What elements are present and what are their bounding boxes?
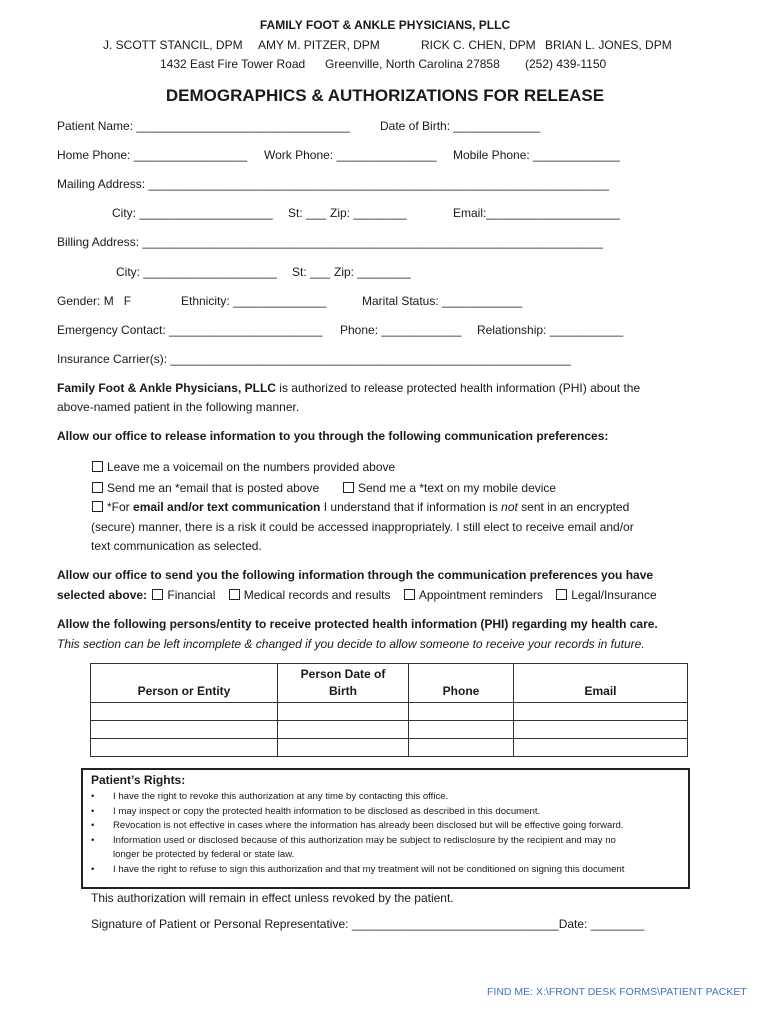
home-phone-field[interactable]: Home Phone: _________________: [57, 148, 248, 162]
voicemail-label: Leave me a voicemail on the numbers provided above: [107, 460, 396, 474]
rights-text: I have the right to refuse to sign this authorization and that my treatment will not be conditioned on signing this document: [113, 863, 625, 875]
ethnicity-field[interactable]: Ethnicity: ______________: [181, 294, 327, 308]
authorization-effect: This authorization will remain in effect unless revoked by the patient.: [91, 891, 454, 905]
rights-text: I have the right to revoke this authorization at any time by contacting this office.: [113, 791, 449, 802]
gender-field[interactable]: Gender: M F: [57, 294, 132, 308]
option-label: Legal/Insurance: [571, 588, 657, 602]
legal-insurance-option[interactable]: [556, 588, 656, 602]
table-cell[interactable]: [278, 721, 409, 739]
table-cell[interactable]: [91, 703, 278, 721]
consent-not: not: [501, 500, 518, 514]
table-cell[interactable]: [278, 703, 409, 721]
bullet-icon: •: [91, 863, 95, 875]
office-city: Greenville, North Carolina 27858: [325, 57, 500, 71]
mailing-state-field[interactable]: St: ___: [288, 206, 327, 220]
text-label: Send me a *text on my mobile device: [358, 481, 557, 495]
table-cell[interactable]: [514, 721, 688, 739]
mailing-city-field[interactable]: City: ____________________: [112, 206, 273, 220]
rights-text: I may inspect or copy the protected health information to be disclosed as described in this document.: [113, 805, 541, 817]
work-phone-field[interactable]: Work Phone: _______________: [264, 148, 437, 162]
persons-table: [90, 663, 688, 757]
persons-heading: Allow the following persons/entity to receive protected health information (PHI) regarding my health care.: [57, 617, 658, 631]
billing-state-field[interactable]: St: ___: [292, 265, 331, 279]
billing-zip-field[interactable]: Zip: ________: [334, 265, 411, 279]
emergency-contact-field[interactable]: Emergency Contact: _______________________: [57, 323, 323, 337]
doctor-name: RICK C. CHEN, DPM: [421, 38, 536, 52]
financial-option[interactable]: [152, 588, 215, 602]
column-header: Phone: [409, 664, 514, 703]
office-phone: (252) 439-1150: [525, 57, 607, 71]
list-item: [83, 863, 683, 878]
checkbox[interactable]: [152, 589, 163, 600]
list-item: [83, 805, 683, 820]
signature-field[interactable]: Signature of Patient or Personal Representative: _______________________________Date: ________: [91, 917, 645, 931]
rights-text: Revocation is not effective in cases where the information has already been disclosed but will be effective going forward.: [113, 820, 624, 832]
checkbox[interactable]: [343, 482, 354, 493]
comm-pref-heading: Allow our office to release information to you through the following communication preferences:: [57, 429, 609, 443]
doctor-name: AMY M. PITZER, DPM: [258, 38, 380, 52]
email-option[interactable]: [92, 481, 319, 495]
dob-field[interactable]: Date of Birth: _____________: [380, 119, 541, 133]
email-field[interactable]: Email:____________________: [453, 206, 620, 220]
bullet-icon: •: [91, 820, 95, 832]
patient-rights-box: [81, 768, 690, 889]
table-cell[interactable]: [409, 703, 514, 721]
emergency-phone-field[interactable]: Phone: ____________: [340, 323, 462, 337]
rights-text: longer be protected by federal or state law.: [113, 849, 295, 861]
column-header: Email: [514, 664, 688, 703]
table-cell[interactable]: [91, 721, 278, 739]
billing-city-field[interactable]: City: ____________________: [116, 265, 277, 279]
appointment-reminders-option[interactable]: [404, 588, 543, 602]
medical-records-option[interactable]: [229, 588, 391, 602]
send-info-label: selected above:: [57, 588, 148, 602]
authorization-text: [57, 381, 640, 395]
table-cell[interactable]: [278, 739, 409, 757]
authorization-line2: above-named patient in the following manner.: [57, 400, 300, 414]
patient-name-field[interactable]: Patient Name: ________________________________: [57, 119, 350, 133]
rights-title: Patient’s Rights:: [91, 773, 186, 787]
doctor-name: J. SCOTT STANCIL, DPM: [103, 38, 243, 52]
rights-list: [83, 790, 683, 878]
footer-path: FIND ME: X:\FRONT DESK FORMS\PATIENT PACKET: [487, 986, 747, 998]
electronic-consent-option[interactable]: [92, 500, 629, 514]
bullet-icon: •: [91, 834, 95, 846]
list-item: [83, 819, 683, 834]
persons-note: This section can be left incomplete & changed if you decide to allow someone to receive your records in future.: [57, 637, 645, 651]
table-cell[interactable]: [514, 703, 688, 721]
checkbox[interactable]: [556, 589, 567, 600]
table-cell[interactable]: [91, 739, 278, 757]
list-item: [83, 834, 683, 863]
table-row[interactable]: [91, 739, 688, 757]
table-cell[interactable]: [409, 739, 514, 757]
consent-line2: (secure) manner, there is a risk it could be accessed inappropriately. I still elect to receive email and/or: [91, 520, 634, 534]
list-item: [83, 790, 683, 805]
option-label: Appointment reminders: [418, 588, 543, 602]
text-option[interactable]: [343, 481, 556, 495]
consent-prefix: *For: [107, 500, 134, 514]
consent-line3: text communication as selected.: [91, 539, 262, 553]
send-info-heading: Allow our office to send you the following information through the communication preferences you have: [57, 568, 654, 582]
rights-text: Information used or disclosed because of this authorization may be subject to redisclosure by the recipient and may no: [113, 834, 616, 846]
company-name: FAMILY FOOT & ANKLE PHYSICIANS, PLLC: [259, 18, 511, 32]
bullet-icon: •: [91, 805, 95, 817]
table-row[interactable]: [91, 721, 688, 739]
relationship-field[interactable]: Relationship: ___________: [477, 323, 624, 337]
consent-end: sent in an encrypted: [517, 500, 630, 514]
consent-mid: I understand that if information is: [320, 500, 502, 514]
billing-address-field[interactable]: Billing Address: _____________________________________________________________________: [57, 235, 603, 249]
checkbox[interactable]: [92, 501, 103, 512]
page-title: DEMOGRAPHICS & AUTHORIZATIONS FOR RELEASE: [165, 86, 605, 105]
insurance-carrier-field[interactable]: Insurance Carrier(s): ____________________________________________________________: [57, 352, 571, 366]
consent-bold: email and/or text communication: [133, 500, 321, 514]
checkbox[interactable]: [92, 482, 103, 493]
option-label: Financial: [167, 588, 216, 602]
table-row[interactable]: [91, 703, 688, 721]
table-cell[interactable]: [514, 739, 688, 757]
mailing-zip-field[interactable]: Zip: ________: [330, 206, 407, 220]
checkbox[interactable]: [229, 589, 240, 600]
send-info-options: [57, 588, 657, 602]
option-label: Medical records and results: [243, 588, 391, 602]
office-address: 1432 East Fire Tower Road: [160, 57, 306, 71]
checkbox[interactable]: [404, 589, 415, 600]
column-header: Person or Entity: [91, 664, 278, 703]
column-header: Person Date of Birth: [278, 664, 409, 703]
table-cell[interactable]: [409, 721, 514, 739]
doctor-name: BRIAN L. JONES, DPM: [545, 38, 672, 52]
bullet-icon: •: [91, 791, 95, 802]
marital-status-field[interactable]: Marital Status: ____________: [362, 294, 523, 308]
mailing-address-field[interactable]: Mailing Address: _____________________________________________________________________: [57, 177, 609, 191]
voicemail-option[interactable]: [92, 460, 395, 474]
company-bold: Family Foot & Ankle Physicians, PLLC: [57, 381, 276, 395]
mobile-phone-field[interactable]: Mobile Phone: _____________: [453, 148, 620, 162]
checkbox[interactable]: [92, 461, 103, 472]
email-label: Send me an *email that is posted above: [107, 481, 320, 495]
authorization-line1: is authorized to release protected health information (PHI) about the: [275, 381, 641, 395]
